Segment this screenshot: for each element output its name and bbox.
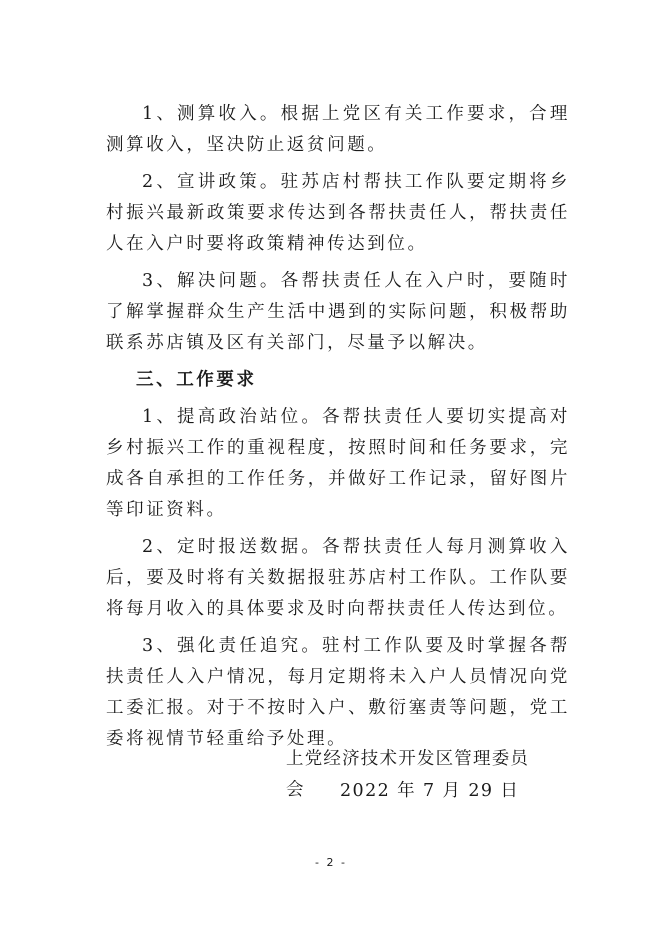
signature-date: 2022 年 7 月 29 日 [340, 781, 520, 801]
paragraph-political-stance: 1、提高政治站位。各帮扶责任人要切实提高对乡村振兴工作的重视程度，按照时间和任务要求，完成各自承担的工作任务，并做好工作记录，留好图片等印证资料。 [106, 407, 570, 520]
page-number: - 2 - [315, 856, 347, 869]
signature-organization: 上党经济技术开发区管理委员会 [286, 749, 530, 800]
document-body [106, 99, 570, 761]
paragraph-policy-promotion: 2、宣讲政策。驻苏店村帮扶工作队要定期将乡村振兴最新政策要求传达到各帮扶责任人，帮扶责任人在入户时要将政策精神传达到位。 [106, 172, 570, 254]
section-heading-work-requirements: 三、工作要求 [136, 370, 257, 390]
paragraph-data-reporting: 2、定时报送数据。各帮扶责任人每月测算收入后，要及时将有关数据报驻苏店村工作队。工作队要将每月收入的具体要求及时向帮扶责任人传达到位。 [106, 537, 570, 619]
paragraph-problem-solving: 3、解决问题。各帮扶责任人在入户时，要随时了解掌握群众生产生活中遇到的实际问题，积极帮助联系苏店镇及区有关部门，尽量予以解决。 [106, 271, 570, 353]
paragraph-income-calculation: 1、测算收入。根据上党区有关工作要求，合理测算收入，坚决防止返贫问题。 [106, 104, 570, 155]
paragraph-accountability: 3、强化责任追究。驻村工作队要及时掌握各帮扶责任人入户情况，每月定期将未入户人员情况向党工委汇报。对于不按时入户、敷衍塞责等问题，党工委将视情节轻重给予处理。 [106, 636, 570, 749]
